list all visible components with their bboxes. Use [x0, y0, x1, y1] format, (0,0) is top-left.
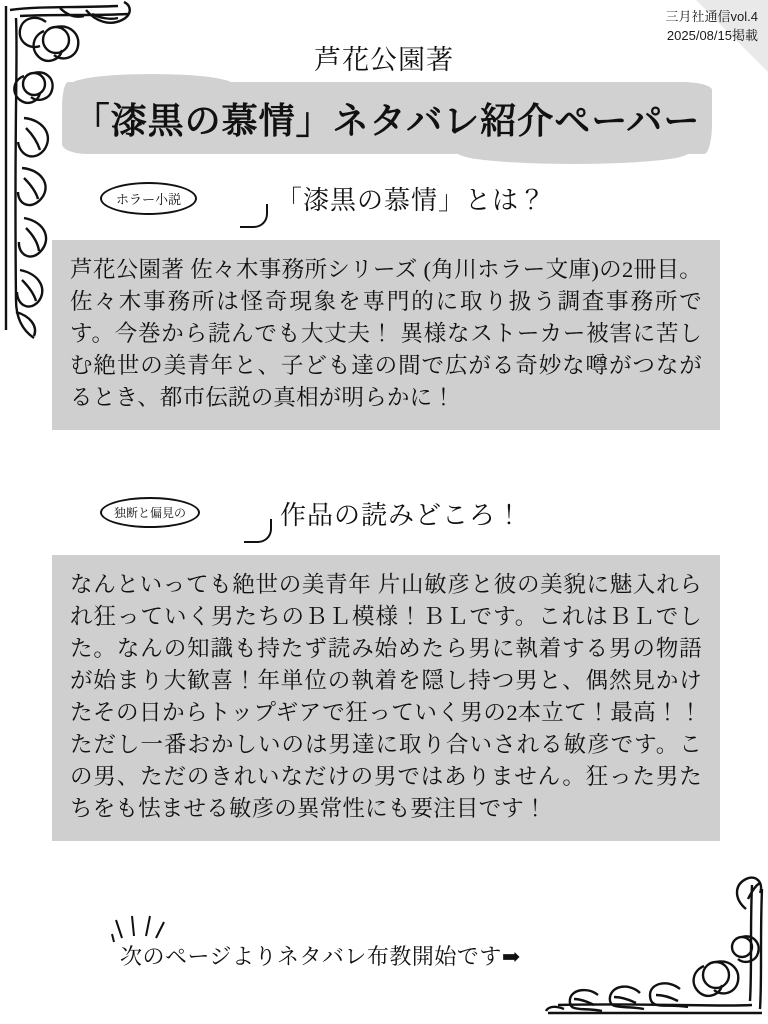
- header-meta: [666, 8, 758, 46]
- footer-note: 次のページよりネタバレ布教開始です➡: [120, 944, 521, 969]
- section-title-2: 作品の読みどころ！: [280, 501, 524, 530]
- section-body-1-text: 芦花公園著 佐々木事務所シリーズ (角川ホラー文庫)の2冊目。佐々木事務所は怪奇現象を専門的に取り扱う調査事務所です。今巻から読んでも大丈夫！ 異様なストーカー被害に苦しむ絶世の美青年と、子ども達の間で広がる奇妙な噂がつながるとき、都市伝説の真相が明らかに！: [70, 257, 702, 410]
- page-title: [62, 82, 712, 154]
- bubble-tail-icon: [240, 204, 268, 228]
- section-heading-1: [52, 180, 720, 226]
- floral-corner-icon: [538, 869, 768, 1024]
- bubble-tail-icon: [244, 519, 272, 543]
- section-heading-2: [52, 495, 720, 541]
- section-tag-1: ホラー小説: [100, 182, 197, 215]
- page-title-text: 「漆黒の慕情」ネタバレ紹介ペーパー: [73, 100, 701, 141]
- sparkle-icon: [110, 908, 180, 944]
- publish-date: 2025/08/15掲載: [666, 27, 758, 43]
- section-title-1: 「漆黒の慕情」とは？: [276, 186, 547, 215]
- section-body-2: [52, 555, 720, 841]
- author-line: 芦花公園著: [314, 45, 454, 75]
- section-body-2-text: なんといっても絶世の美青年 片山敏彦と彼の美貌に魅入れられ狂っていく男たちのＢＬ模様！ＢＬです。これはＢＬでした。なんの知識も持たず読み始めたら男に執着する男の物語が始まり大歓喜！年単位の執着を隠し持つ男と、偶然見かけたその日からトップギアで狂っていく男の2本立て！最高！！ただし一番おかしいのは男達に取り合いされる敏彦です。この男、ただのきれいなだけの男ではありません。狂った男たちをも怯ませる敏彦の異常性にも要注目です！: [70, 572, 702, 821]
- section-body-1: [52, 240, 720, 430]
- section-tag-2: 独断と偏見の: [100, 497, 200, 528]
- issue-label: 三月社通信vol.4: [665, 9, 758, 24]
